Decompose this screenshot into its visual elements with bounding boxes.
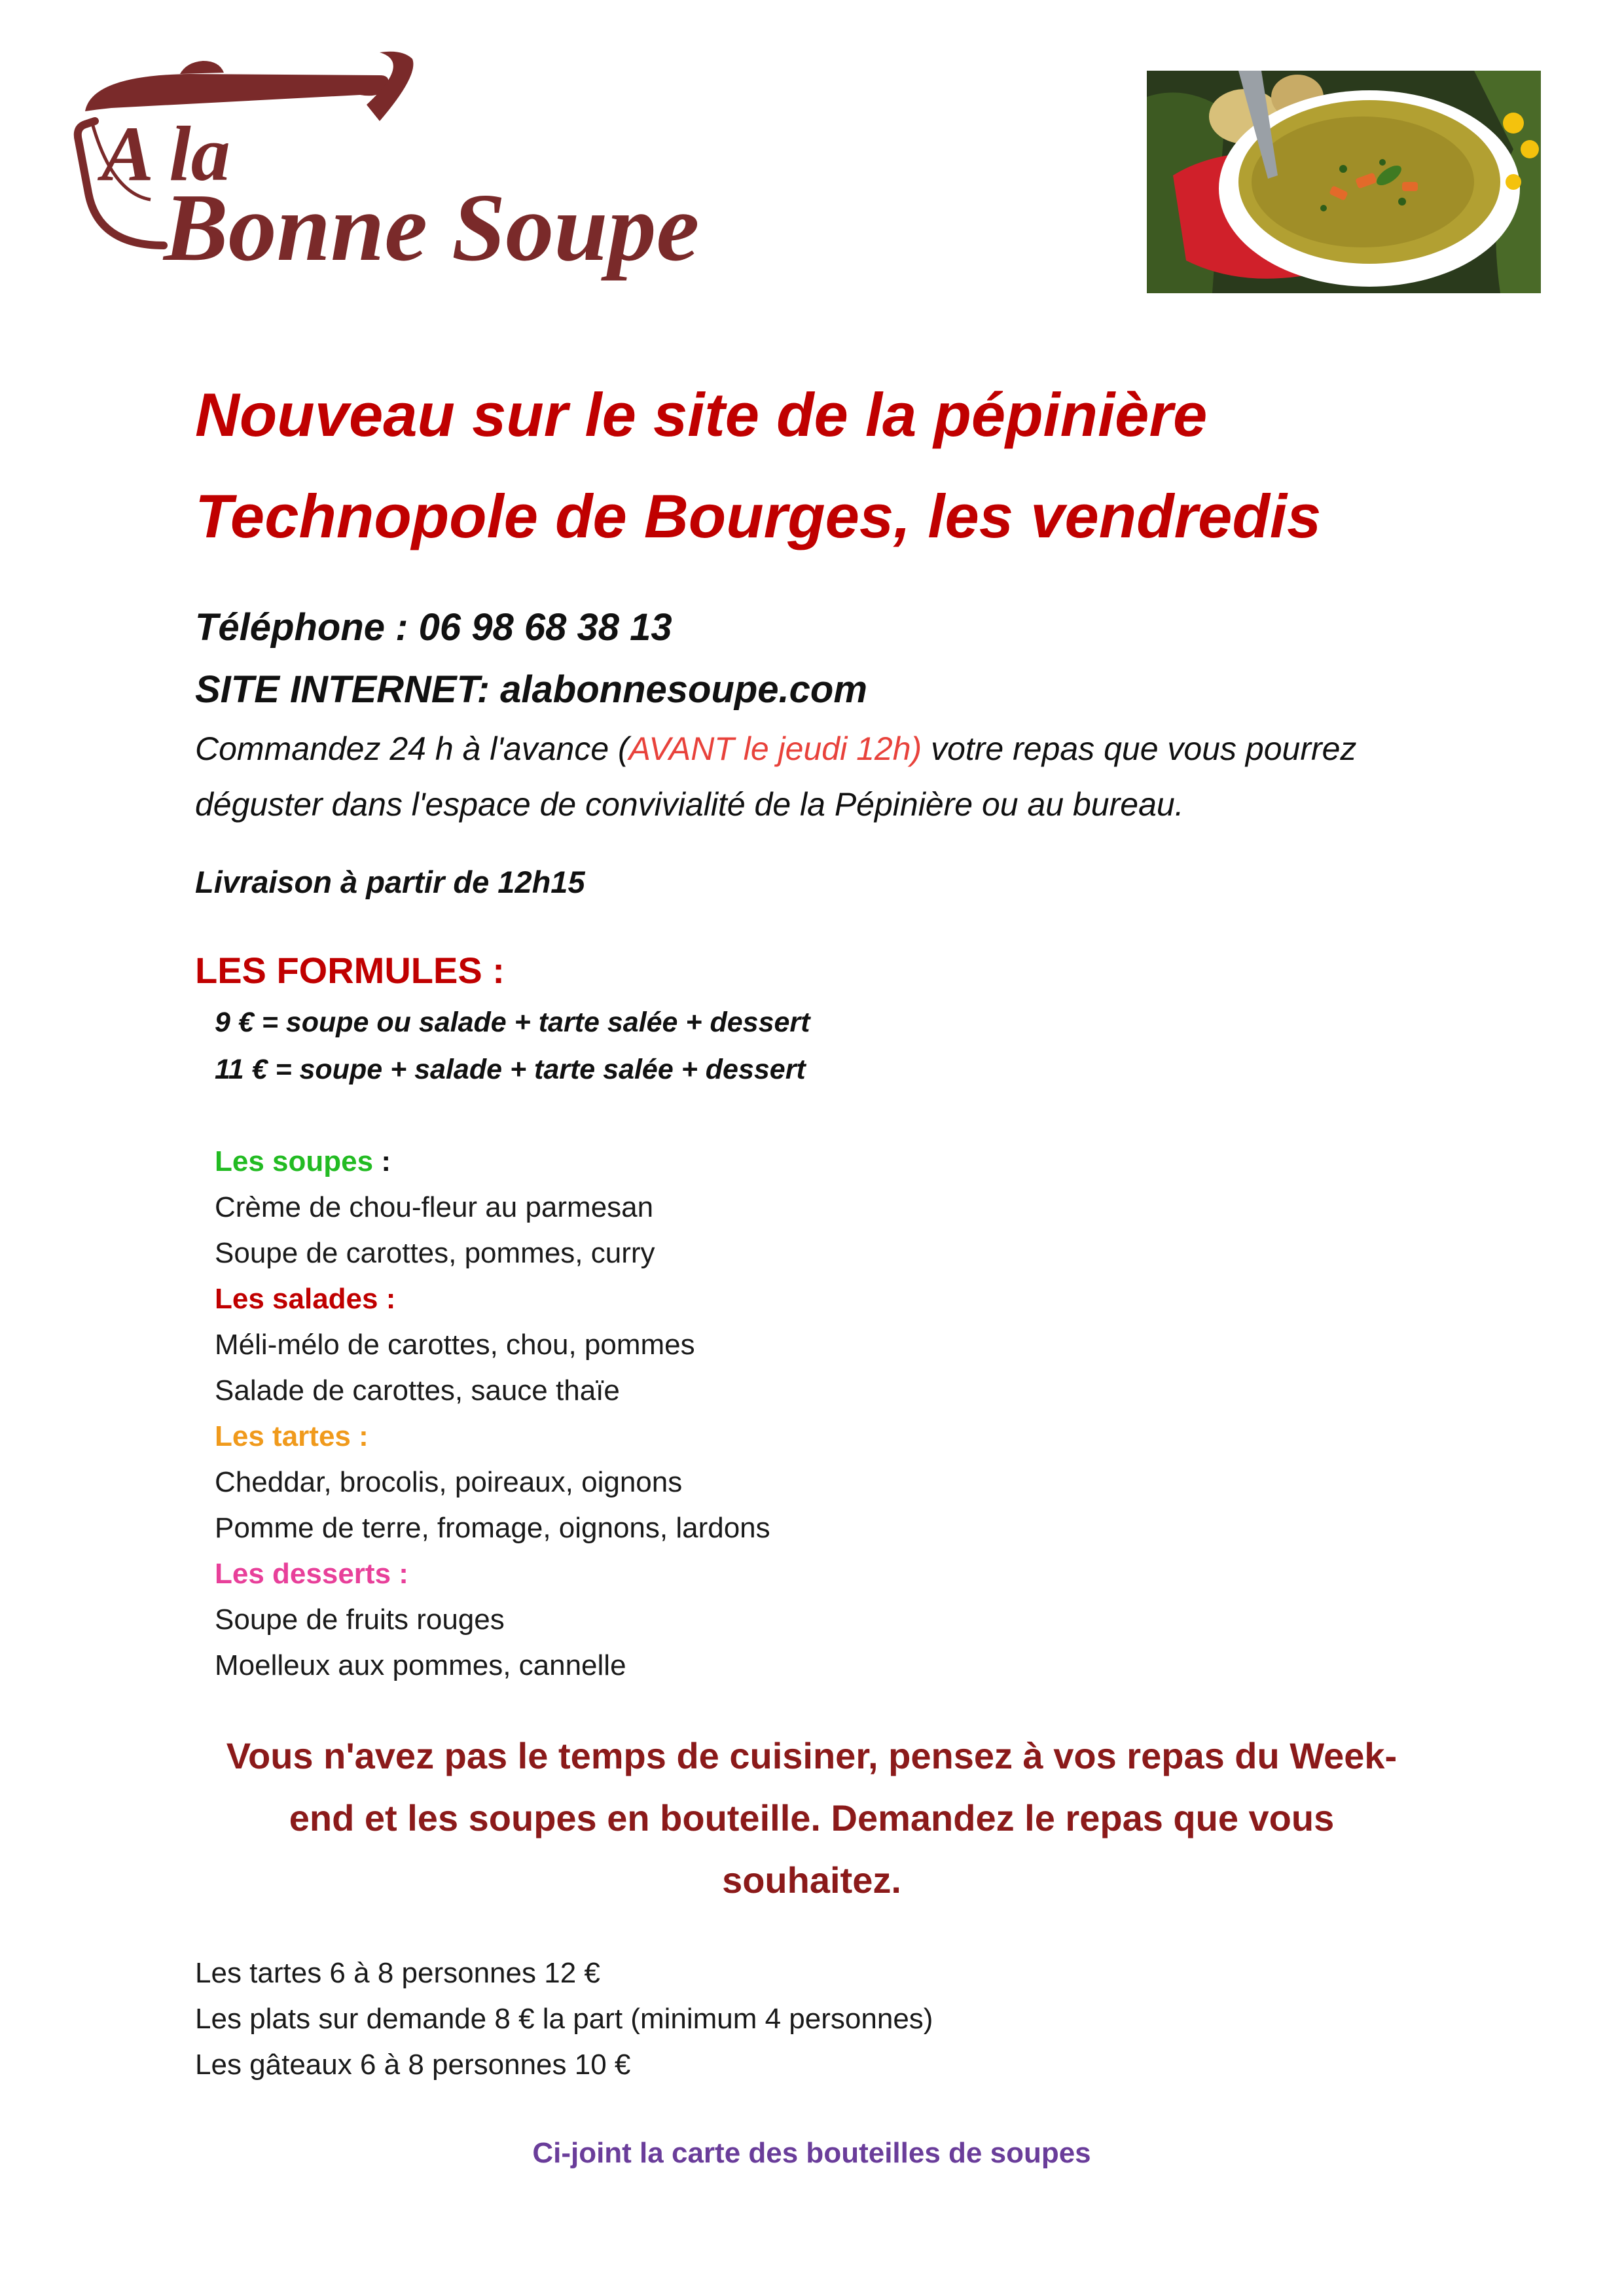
logo-line1: A la [101, 110, 230, 197]
menu-item: Soupe de fruits rouges [215, 1604, 505, 1636]
pot-logo-icon [72, 49, 785, 295]
menu-item: Soupe de carottes, pommes, curry [215, 1237, 655, 1269]
category-salades: Les salades : [215, 1283, 396, 1315]
formules-heading: LES FORMULES : [195, 950, 505, 991]
promo-line1: Vous n'avez pas le temps de cuisiner, pensez à vos repas du Week- [226, 1735, 1398, 1776]
footer-note: Ci-joint la carte des bouteilles de soupes [532, 2137, 1091, 2169]
formule-item: 11 € = soupe + salade + tarte salée + dessert [215, 1054, 806, 1085]
menu-item: Cheddar, brocolis, poireaux, oignons [215, 1466, 683, 1498]
promo-line3: souhaitez. [722, 1859, 901, 1901]
order-line2: déguster dans l'espace de convivialité de la Pépinière ou au bureau. [195, 786, 1184, 823]
menu-item: Crème de chou-fleur au parmesan [215, 1191, 654, 1223]
category-desserts: Les desserts : [215, 1558, 408, 1590]
menu-item: Salade de carottes, sauce thaïe [215, 1374, 620, 1407]
website-text: SITE INTERNET: alabonnesoupe.com [195, 668, 867, 711]
order-deadline: AVANT le jeudi 12h) [628, 730, 922, 767]
headline-line1: Nouveau sur le site de la pépinière [195, 380, 1208, 449]
brand-logo [72, 49, 785, 295]
price-line: Les tartes 6 à 8 personnes 12 € [195, 1957, 600, 1989]
phone-text: Téléphone : 06 98 68 38 13 [195, 606, 672, 649]
menu-item: Méli-mélo de carottes, chou, pommes [215, 1329, 695, 1361]
category-soupes [215, 1145, 391, 1178]
order-line1-after: votre repas que vous pourrez [922, 730, 1357, 767]
logo-line2: Bonne Soupe [164, 174, 700, 281]
category-tartes: Les tartes : [215, 1420, 369, 1452]
order-line1 [195, 730, 1356, 768]
headline-line2: Technopole de Bourges, les vendredis [195, 482, 1322, 550]
menu-item: Moelleux aux pommes, cannelle [215, 1649, 626, 1681]
formule-item: 9 € = soupe ou salade + tarte salée + dessert [215, 1007, 810, 1038]
category-soupes-colon: : [373, 1145, 391, 1177]
promo-line2: end et les soupes en bouteille. Demandez le repas que vous [289, 1797, 1335, 1839]
price-line: Les plats sur demande 8 € la part (minimum 4 personnes) [195, 2003, 933, 2035]
soup-bowl-image [1147, 71, 1541, 293]
category-soupes-label: Les soupes [215, 1145, 374, 1177]
delivery-text: Livraison à partir de 12h15 [195, 865, 585, 899]
price-line: Les gâteaux 6 à 8 personnes 10 € [195, 2049, 631, 2081]
order-line1-before: Commandez 24 h à l'avance ( [195, 730, 629, 767]
menu-item: Pomme de terre, fromage, oignons, lardons [215, 1512, 770, 1544]
